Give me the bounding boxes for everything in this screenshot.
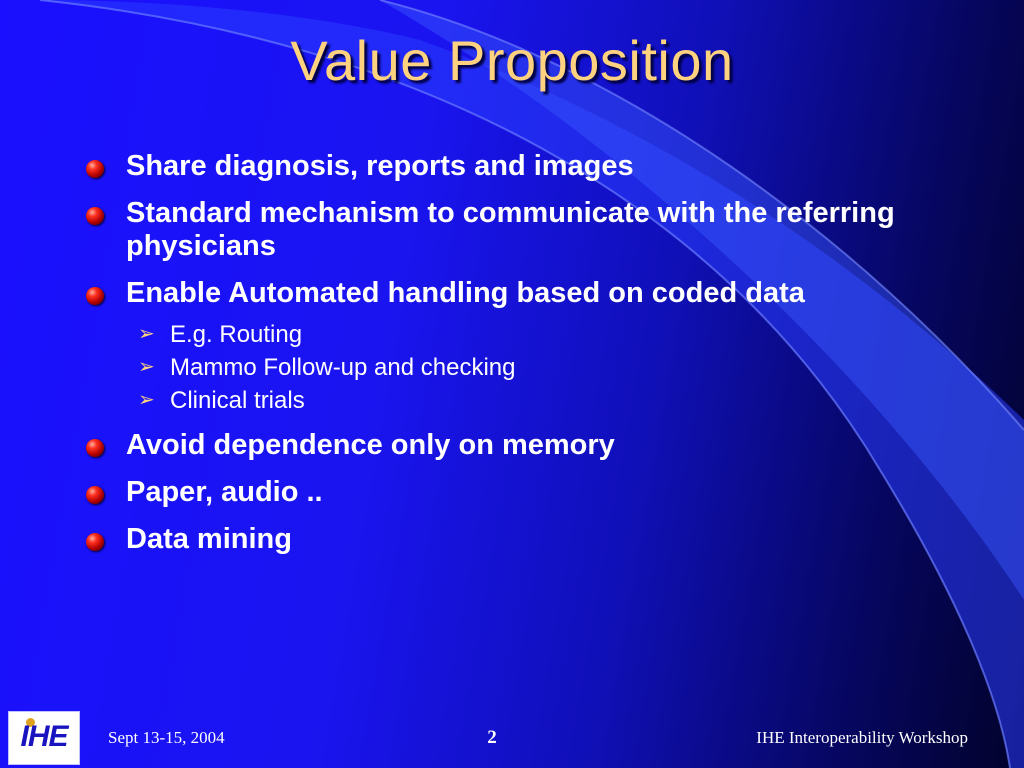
sub-bullet-text: Mammo Follow-up and checking	[170, 354, 516, 381]
arrow-bullet-icon: ➢	[138, 356, 155, 378]
arrow-bullet-icon: ➢	[138, 323, 155, 345]
footer-page-number: 2	[487, 727, 497, 748]
red-ball-bullet-icon	[86, 207, 104, 225]
bullet-text: Avoid dependence only on memory	[126, 429, 615, 461]
bullet-text: Standard mechanism to communicate with the referring physicians	[126, 197, 895, 262]
sub-bullet-item	[86, 351, 966, 384]
arrow-bullet-icon: ➢	[138, 389, 155, 411]
red-ball-bullet-icon	[86, 486, 104, 504]
footer-date: Sept 13-15, 2004	[108, 728, 225, 747]
red-ball-bullet-icon	[86, 533, 104, 551]
sub-bullet-item	[86, 318, 966, 351]
bullet-item	[86, 523, 966, 556]
ihe-logo	[8, 711, 80, 765]
red-ball-bullet-icon	[86, 439, 104, 457]
bullet-text: Share diagnosis, reports and images	[126, 150, 634, 182]
sub-bullet-text: E.g. Routing	[170, 321, 303, 348]
sub-bullet-text: Clinical trials	[170, 387, 305, 414]
sub-bullet-item	[86, 384, 966, 417]
red-ball-bullet-icon	[86, 160, 104, 178]
footer-event-name: IHE Interoperability Workshop	[756, 728, 968, 747]
logo-text: IHE	[20, 720, 68, 753]
bullet-list	[86, 150, 966, 570]
sub-bullet-list	[86, 318, 966, 417]
bullet-item	[86, 150, 966, 183]
bullet-text: Enable Automated handling based on coded data	[126, 277, 805, 309]
bullet-item	[86, 197, 966, 263]
bullet-text: Data mining	[126, 523, 292, 555]
bullet-item	[86, 476, 966, 509]
bullet-item	[86, 429, 966, 462]
slide-title: Value Proposition	[290, 29, 734, 92]
red-ball-bullet-icon	[86, 287, 104, 305]
bullet-item	[86, 277, 966, 310]
bullet-text: Paper, audio ..	[126, 476, 323, 508]
